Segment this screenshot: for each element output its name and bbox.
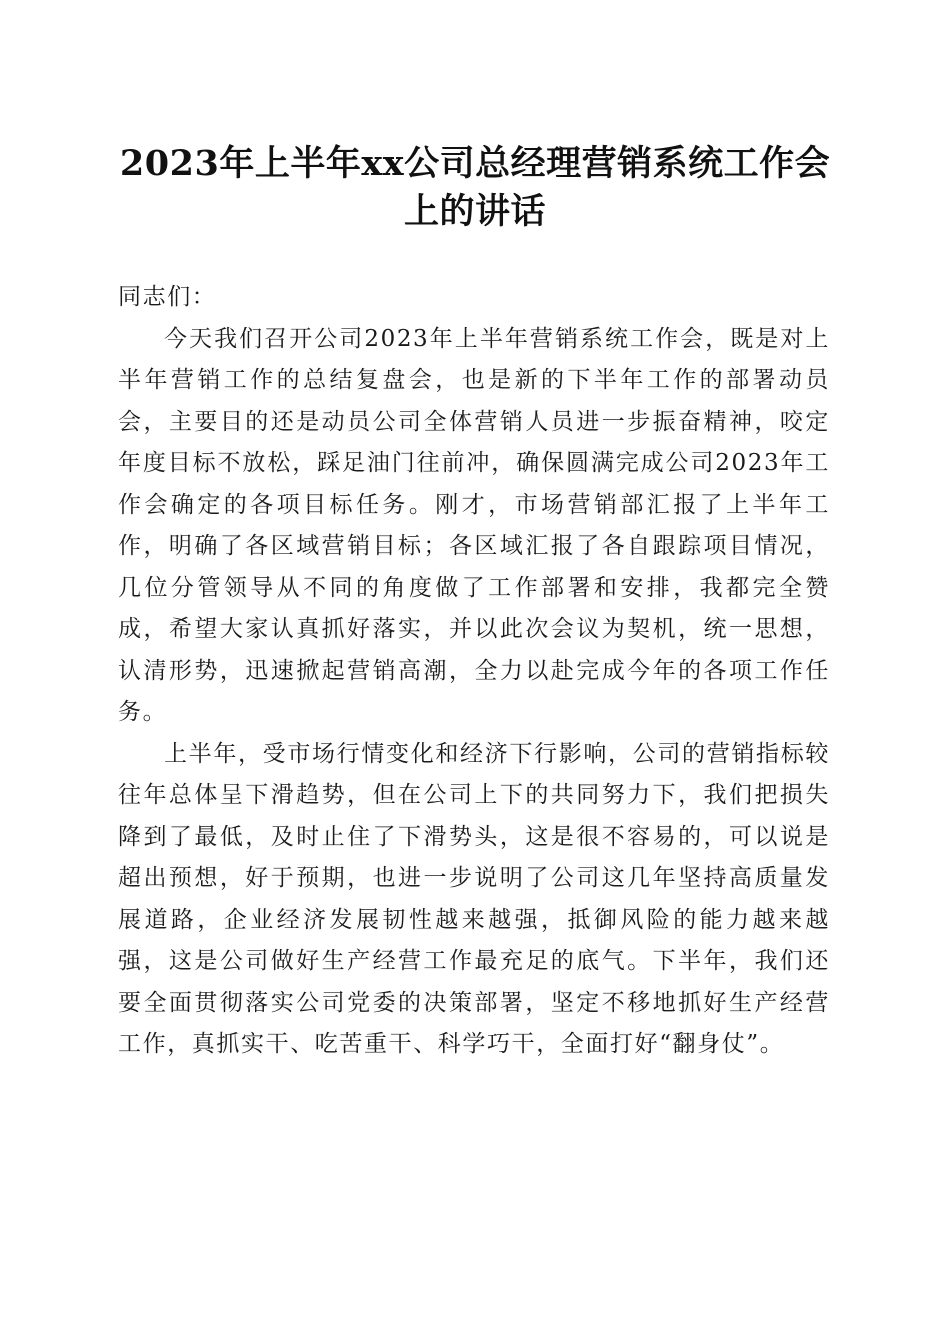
paragraph-2: 上半年，受市场行情变化和经济下行影响，公司的营销指标较往年总体呈下滑趋势，但在公司上下的共同努力下，我们把损失降到了最低，及时止住了下滑势头，这是很不容易的，可以说是超出预想，好于预期，也进一步说明了公司这几年坚持高质量发展道路，企业经济发展韧性越来越强，抵御风险的能力越来越强，这是公司做好生产经营工作最充足的底气。下半年，我们还要全面贯彻落实公司党委的决策部署，坚定不移地抓好生产经营工作，真抓实干、吃苦重干、科学巧干，全面打好“翻身仗”。 [118,740,830,1057]
salutation: 同志们： [118,284,217,310]
paragraph-1: 今天我们召开公司2023年上半年营销系统工作会，既是对上半年营销工作的总结复盘会，也是新的下半年工作的部署动员会，主要目的还是动员公司全体营销人员进一步振奋精神，咬定年度目标不放松，踩足油门往前冲，确保圆满完成公司2023年工作会确定的各项目标任务。刚才，市场营销部汇报了上半年工作，明确了各区域营销目标；各区域汇报了各自跟踪项目情况，几位分管领导从不同的角度做了工作部署和安排，我都完全赞成，希望大家认真抓好落实，并以此次会议为契机，统一思想，认清形势，迅速掀起营销高潮，全力以赴完成今年的各项工作任务。 [118,325,830,725]
document-body [118,277,830,1066]
document-title: 2023年上半年xx公司总经理营销系统工作会上的讲话 [119,143,831,232]
